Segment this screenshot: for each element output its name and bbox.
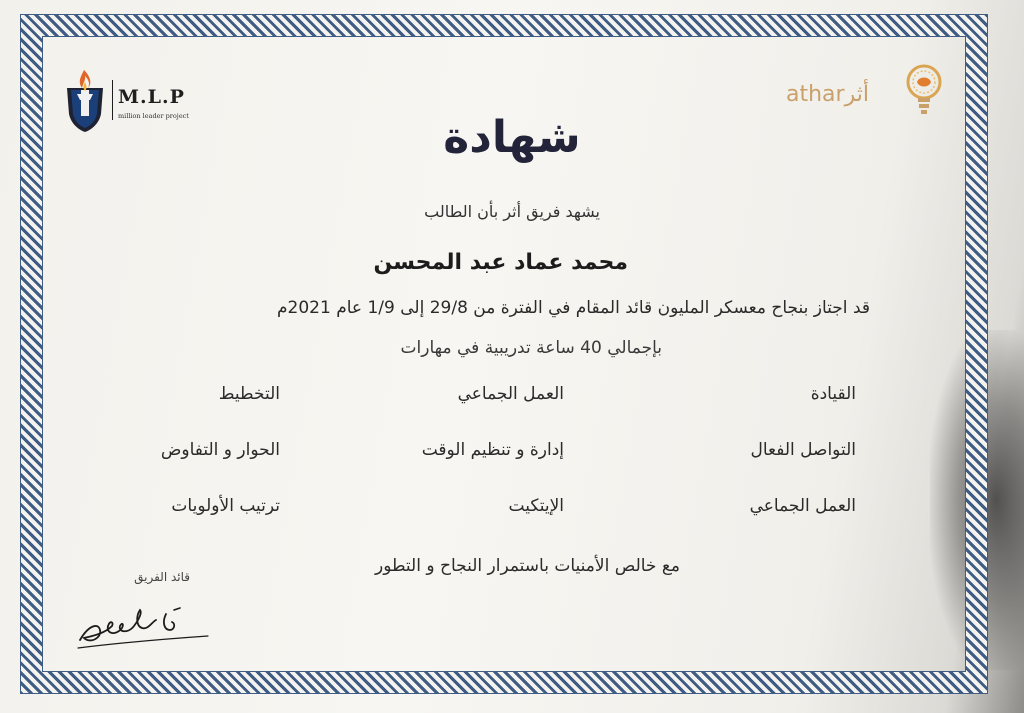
mlp-logo <box>64 64 204 134</box>
skill-item: ترتيب الأولويات <box>171 496 280 516</box>
mlp-tagline: million leader project <box>118 112 189 120</box>
mlp-name: M.L.P <box>118 86 185 108</box>
athar-logo <box>786 60 946 126</box>
skill-item: الإيتكيت <box>508 496 564 516</box>
closing-wishes: مع خالص الأمنيات باستمرار النجاح و التطور <box>374 556 680 576</box>
torch-shield-icon <box>64 68 106 134</box>
training-hours: بإجمالي 40 ساعة تدريبية في مهارات <box>400 338 662 358</box>
athar-wordmark <box>786 82 869 107</box>
signature-icon <box>70 596 220 658</box>
intro-text: يشهد فريق أثر بأن الطالب <box>424 202 600 221</box>
achievement-statement: قد اجتاز بنجاح معسكر المليون قائد المقام في الفترة من 29/8 إلى 1/9 عام 2021م <box>277 298 870 318</box>
skill-item: العمل الجماعي <box>457 384 564 404</box>
skill-item: إدارة و تنظيم الوقت <box>421 440 564 460</box>
team-leader-label: قائد الفريق <box>134 570 190 584</box>
skill-item: العمل الجماعي <box>749 496 856 516</box>
skill-item: القيادة <box>810 384 856 404</box>
athar-arabic: أثر <box>844 82 869 107</box>
skill-item: التخطيط <box>218 384 280 404</box>
student-name: محمد عماد عبد المحسن <box>373 250 628 275</box>
skill-item: الحوار و التفاوض <box>160 440 280 460</box>
certificate-title: شهادة <box>443 112 581 163</box>
athar-latin: athar <box>786 82 845 107</box>
mlp-divider <box>112 80 113 120</box>
skill-item: التواصل الفعال <box>750 440 856 460</box>
lightbulb-icon <box>904 60 944 124</box>
